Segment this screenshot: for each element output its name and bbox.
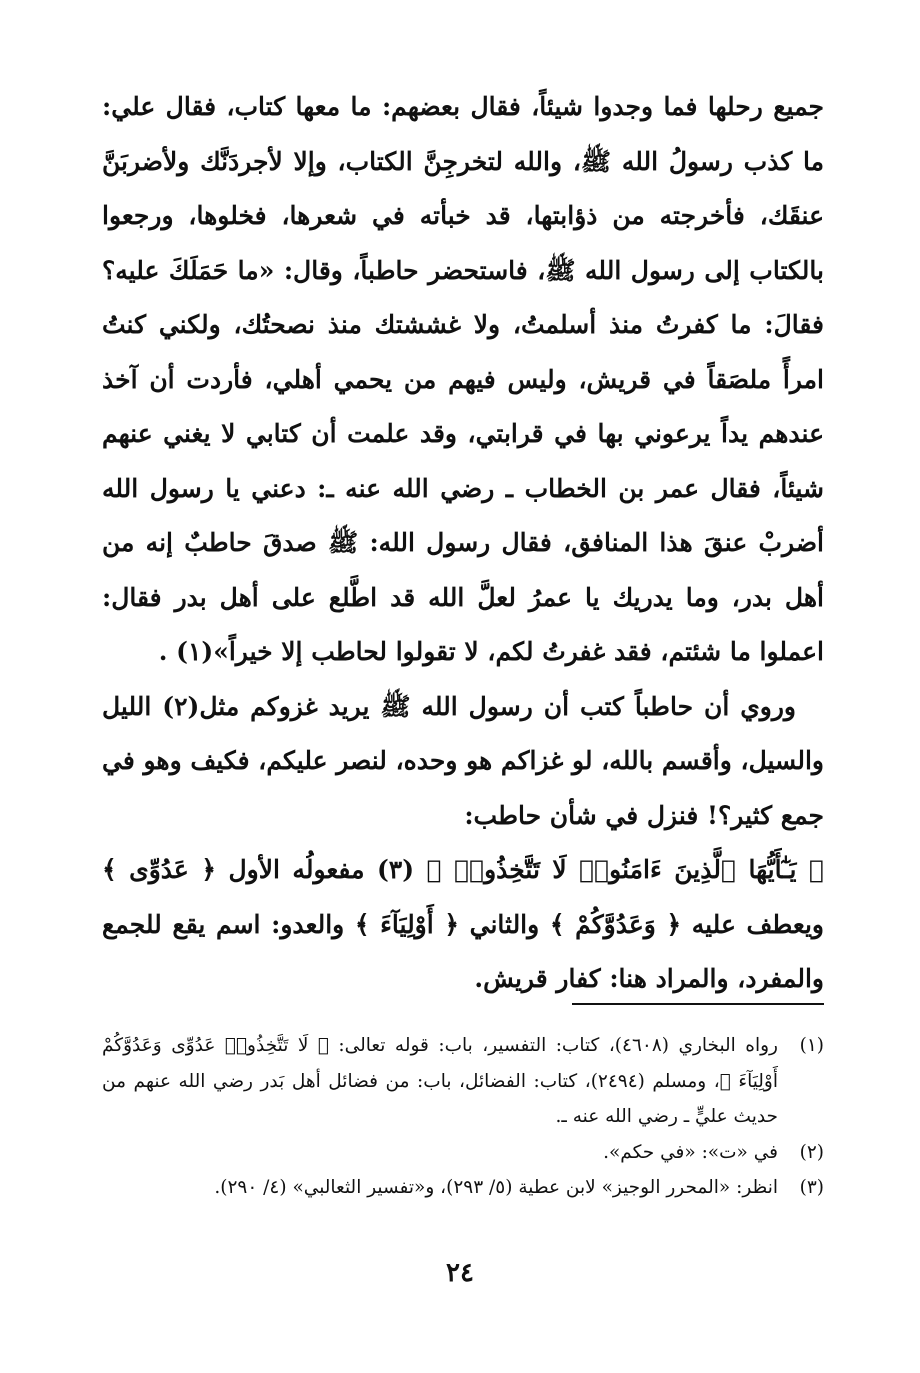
footnotes	[102, 1028, 824, 1206]
footnote-number: (٢)	[799, 1141, 824, 1163]
paragraph-1: جميع رحلها فما وجدوا شيئاً، فقال بعضهم: ما معها كتاب، فقال علي: ما كذب رسولُ الله ﷺ، والله لتخرجِنَّ الكتاب، وإلا لأجردَنَّك ولأضربَنَّ عنقَك، فأخرجته من ذؤابتها، قد خبأته في شعرها، فخلوها، ورجعوا بالكتاب إلى رسول الله ﷺ، فاستحضر حاطباً، وقال: «ما حَمَلَكَ عليه؟ فقالَ: ما كفرتُ منذ أسلمتُ، ولا غششتك منذ نصحتُك، ولكني كنتُ امرأً ملصَقاً في قريش، وليس فيهم من يحمي أهلي، فأردت أن آخذ عندهم يداً يرعوني بها في قرابتي، وقد علمت أن كتابي لا يغني عنهم شيئاً، فقال عمر بن الخطاب ـ رضي الله عنه ـ: دعني يا رسول الله أضربْ عنقَ هذا المنافق، فقال رسول الله: ﷺ صدقَ حاطبٌ إنه من أهل بدر، وما يدريك يا عمرُ لعلَّ الله قد اطَّلع على أهل بدر فقال: اعملوا ما شئتم، فقد غفرتُ لكم، لا تقولوا لحاطب إلا خيراً»(١) .	[102, 92, 824, 666]
page-number: ٢٤	[446, 1258, 474, 1288]
paragraph-3: ﴿ يَـٰٓأَيُّهَا ٱلَّذِينَ ءَامَنُوا۟ لَا تَتَّخِذُوا۟ ﴾ (٣) مفعولُه الأول ﴿ عَدُوِّى ﴾ ويعطف عليه ﴿ وَعَدُوَّكُمْ ﴾ والثاني ﴿ أَوْلِيَآءَ ﴾ والعدو: اسم يقع للجمع والمفرد، والمراد هنا: كفار قريش.	[102, 855, 824, 993]
footnote-item	[102, 1135, 824, 1171]
footnote-number: (٣)	[799, 1177, 824, 1198]
footnote-text: في «ت»: «في حكم».	[603, 1141, 778, 1163]
footnote-text: رواه البخاري (٤٦٠٨)، كتاب: التفسير، باب: قوله تعالى: ﴿ لَا تَتَّخِذُوا۟ عَدُوِّى وَعَدُوَّكُمْ أَوْلِيَآءَ ﴾، ومسلم (٢٤٩٤)، كتاب: الفضائل، باب: من فضائل أهل بَدر رضي الله عنهم من حديث عليٍّ ـ رضي الله عنه ـ.	[102, 1035, 778, 1127]
paragraph-2: وروي أن حاطباً كتب أن رسول الله ﷺ يريد غزوكم مثل(٢) الليل والسيل، وأقسم بالله، لو غزاكم هو وحده، لنصر عليكم، فكيف وهو في جمع كثير؟! فنزل في شأن حاطب:	[102, 691, 824, 830]
main-text	[102, 80, 824, 1007]
footnote-text: انظر: «المحرر الوجيز» لابن عطية (٥/ ٢٩٣)، و«تفسير الثعالبي» (٤/ ٢٩٠).	[214, 1177, 778, 1198]
footnote-item	[102, 1028, 824, 1135]
footnote-item	[102, 1170, 824, 1206]
footnote-number: (١)	[799, 1035, 824, 1056]
footnote-separator	[572, 1003, 824, 1005]
